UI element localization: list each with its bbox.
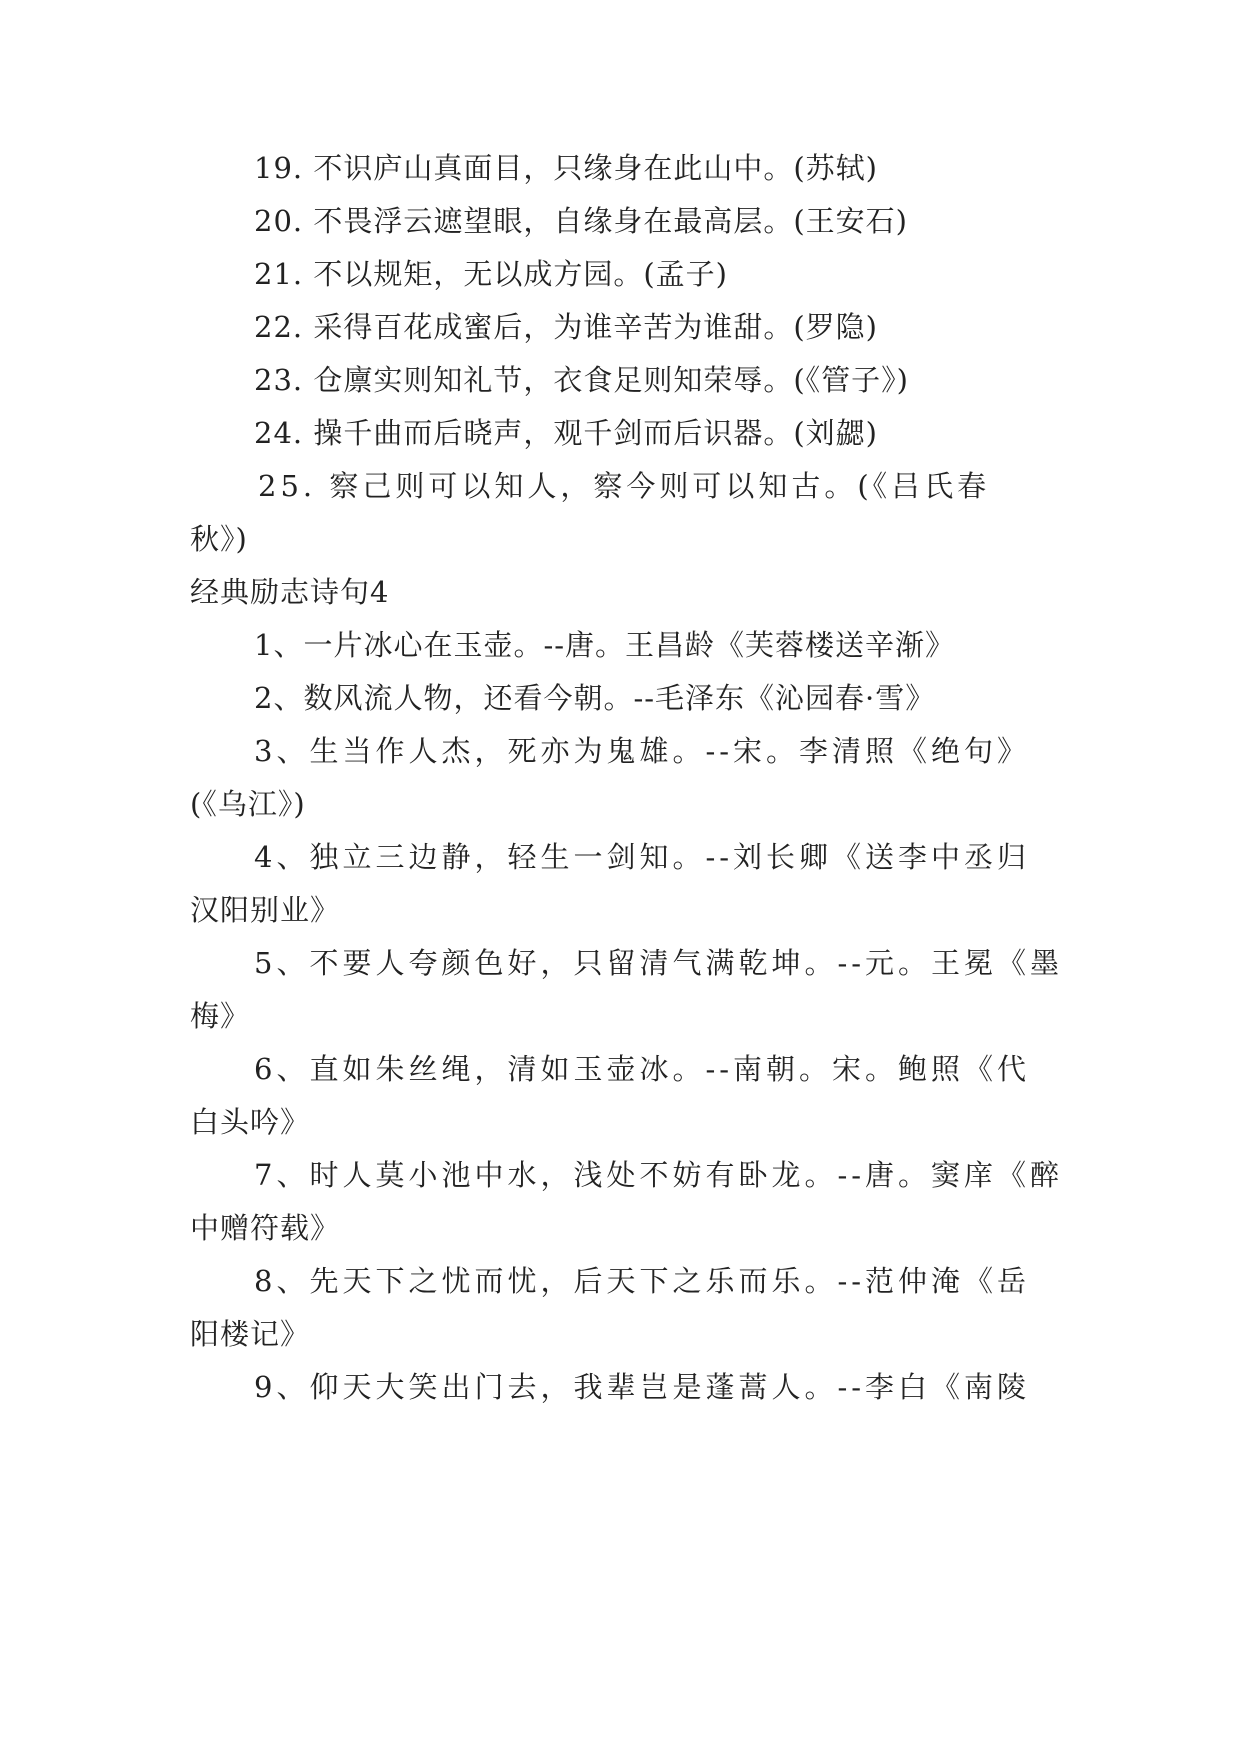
poem-6: 6、直如朱丝绳，清如玉壶冰。--南朝。宋。鲍照《代 [254,1052,1031,1086]
quote-19: 19. 不识庐山真面目，只缘身在此山中。(苏轼) [254,151,878,185]
quote-24: 24. 操千曲而后晓声，观千剑而后识器。(刘勰) [254,416,878,450]
poem-9: 9、仰天大笑出门去，我辈岂是蓬蒿人。--李白《南陵 [254,1370,1031,1404]
section-heading: 经典励志诗句4 [190,575,390,609]
poem-8: 8、先天下之忧而忧，后天下之乐而乐。--范仲淹《岳 [254,1264,1031,1298]
poem-5: 5、不要人夸颜色好，只留清气满乾坤。--元。王冕《墨 [254,946,1064,980]
quote-25: 25. 察己则可以知人，察今则可以知古。(《吕氏春 [258,469,991,503]
poem-5-continued: 梅》 [190,999,251,1033]
quote-25-continued: 秋》) [190,522,248,556]
poem-2: 2、数风流人物，还看今朝。--毛泽东《沁园春·雪》 [254,681,936,715]
quote-22: 22. 采得百花成蜜后，为谁辛苦为谁甜。(罗隐) [254,310,878,344]
poem-6-continued: 白头吟》 [190,1105,311,1139]
poem-7-continued: 中赠符载》 [190,1211,341,1245]
poem-3-continued: (《乌江》) [190,787,306,821]
quote-23: 23. 仓廪实则知礼节，衣食足则知荣辱。(《管子》) [254,363,909,397]
poem-7: 7、时人莫小池中水，浅处不妨有卧龙。--唐。窦庠《醉 [254,1158,1064,1192]
poem-8-continued: 阳楼记》 [190,1317,311,1351]
quote-20: 20. 不畏浮云遮望眼，自缘身在最高层。(王安石) [254,204,908,238]
poem-4-continued: 汉阳别业》 [190,893,341,927]
poem-3: 3、生当作人杰，死亦为鬼雄。--宋。李清照《绝句》 [254,734,1031,768]
poem-4: 4、独立三边静，轻生一剑知。--刘长卿《送李中丞归 [254,840,1031,874]
quote-21: 21. 不以规矩，无以成方园。(孟子) [254,257,728,291]
poem-1: 1、一片冰心在玉壶。--唐。王昌龄《芙蓉楼送辛渐》 [254,628,956,662]
